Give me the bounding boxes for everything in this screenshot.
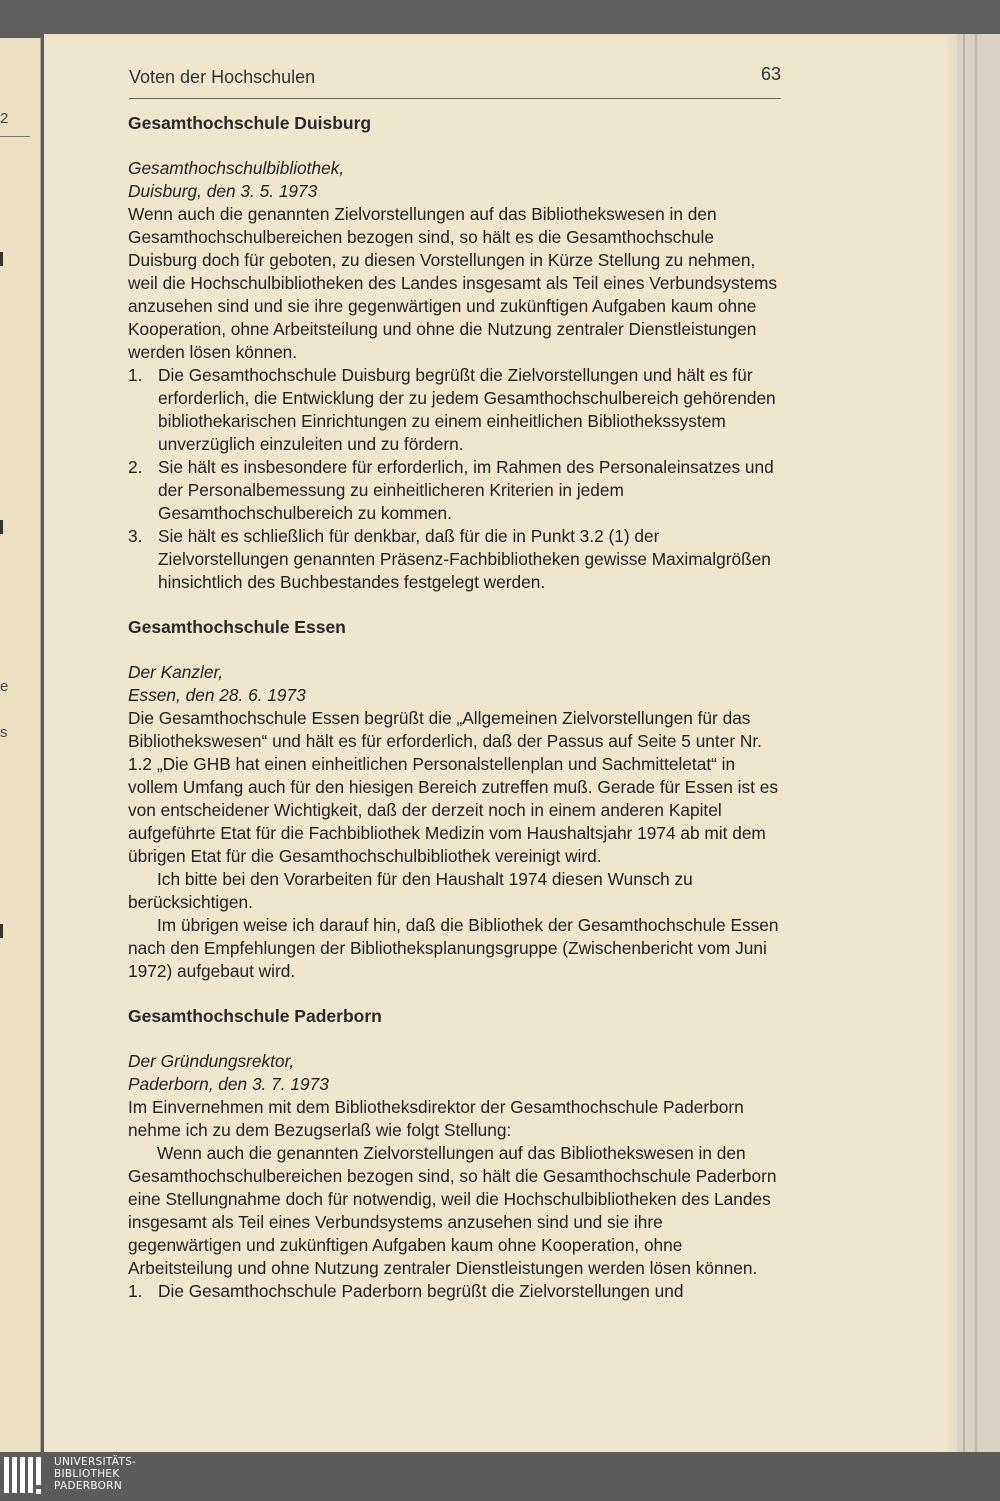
paragraph: Wenn auch die genannten Zielvorstellungen auf das Bibliothekswesen in den Gesamthochschulbereichen bezogen sind, so hält die Gesamthochschule Paderborn eine Stellungnahme doch für notwendig, weil die Hochschulbibliotheken des Landes insgesamt als Teil eines Verbundsystems anzusehen sind und sie ihre gegenwärtigen und zukünftigen Aufgaben kaum ohne Kooperation, ohne Arbeitsteilung und ohne Nutzung zentraler Dienstleistungen werden lösen können. [128, 1143, 777, 1278]
page-content [128, 112, 780, 1325]
header-title: Voten der Hochschulen [129, 67, 316, 87]
paragraph: Im übrigen weise ich darauf hin, daß die Bibliothek der Gesamthochschule Essen nach den Empfehlungen der Bibliotheksplanungsgruppe (Zwischenbericht vom Juni 1972) aufgebaut wird. [128, 915, 779, 981]
document-page [44, 34, 957, 1456]
date-line: Essen, den 28. 6. 1973 [128, 685, 306, 705]
book-edge [957, 34, 1000, 1456]
previous-page-edge [0, 38, 41, 1458]
section-heading: Gesamthochschule Duisburg [128, 113, 372, 133]
prev-page-fragment: 2 [0, 110, 9, 127]
list-item: 1. Die Gesamthochschule Paderborn begrüßt die Zielvorstellungen und [128, 1281, 684, 1301]
sender: Gesamthochschulbibliothek, [128, 158, 345, 178]
section-heading: Gesamthochschule Essen [128, 617, 346, 637]
section-essen [128, 616, 780, 983]
section-paderborn [128, 1005, 780, 1303]
date-line: Duisburg, den 3. 5. 1973 [128, 181, 318, 201]
library-logo-icon [4, 1457, 44, 1497]
paragraph: Wenn auch die genannten Zielvorstellungen auf das Bibliothekswesen in den Gesamthochschulbereichen bezogen sind, so hält es die Gesamthochschule Duisburg doch für geboten, zu diesen Vorstellungen in Kürze Stellung zu nehmen, weil die Hochschulbibliotheken des Landes insgesamt als Teil eines Verbundsystems anzusehen sind und sie ihre gegenwärtigen und zukünftigen Aufgaben kaum ohne Kooperation, ohne Arbeitsteilung und ohne die Nutzung zentraler Dienstleistungen werden lösen können. [128, 204, 778, 362]
list-item: 1. Die Gesamthochschule Duisburg begrüßt die Zielvorstellungen und hält es für erforderlich, die Entwicklung der zu jedem Gesamthochschulbereich gehörenden bibliothekarischen Einrichtungen zu einem einheitlichen Bibliothekssystem unverzüglich einzuleiten und zu fördern. [128, 365, 776, 454]
sender: Der Gründungsrektor, [128, 1051, 295, 1071]
library-footer-bar [0, 1452, 1000, 1501]
prev-page-mark [0, 924, 3, 938]
prev-page-mark [0, 520, 3, 534]
page-number: 63 [760, 64, 781, 84]
paragraph: Die Gesamthochschule Essen begrüßt die „Allgemeinen Zielvorstellungen für das Bibliothekswesen“ und hält es für erforderlich, daß der Passus auf Seite 5 unter Nr. 1.2 „Die GHB hat einen einheitlichen Personalstellenplan und Sachmitteletat“ in vollem Umfang auch für den hiesigen Bereich zutreffen muß. Gerade für Essen ist es von entscheidener Wichtigkeit, daß der derzeit noch in einem anderen Kapitel aufgeführte Etat für die Fachbibliothek Medizin vom Haushaltsjahr 1974 ab mit dem übrigen Etat für die Gesamthochschulbibliothek vereinigt wird. [128, 708, 778, 866]
prev-page-fragment: e [0, 678, 9, 695]
prev-page-rule [0, 136, 30, 137]
list-item: 3. Sie hält es schließlich für denkbar, daß für die in Punkt 3.2 (1) der Zielvorstellungen genannten Präsenz-Fachbibliotheken gewisse Maximalgrößen hinsichtlich des Buchbestandes festgelegt werden. [128, 526, 771, 592]
date-line: Paderborn, den 3. 7. 1973 [128, 1074, 329, 1094]
paragraph: Ich bitte bei den Vorarbeiten für den Haushalt 1974 diesen Wunsch zu berücksichtigen. [128, 869, 693, 912]
running-header [129, 62, 781, 99]
section-duisburg [128, 112, 780, 594]
library-logo-text: UNIVERSITÄTS- BIBLIOTHEK PADERBORN [54, 1456, 137, 1492]
section-heading: Gesamthochschule Paderborn [128, 1006, 382, 1026]
list-item: 2. Sie hält es insbesondere für erforderlich, im Rahmen des Personaleinsatzes und der Personalbemessung zu einheitlicheren Kriterien in jedem Gesamthochschulbereich zu kommen. [128, 457, 774, 523]
prev-page-mark [0, 252, 3, 266]
prev-page-fragment: s [0, 724, 8, 741]
paragraph: Im Einvernehmen mit dem Bibliotheksdirektor der Gesamthochschule Paderborn nehme ich zu dem Bezugserlaß wie folgt Stellung: [128, 1097, 744, 1140]
sender: Der Kanzler, [128, 662, 224, 682]
